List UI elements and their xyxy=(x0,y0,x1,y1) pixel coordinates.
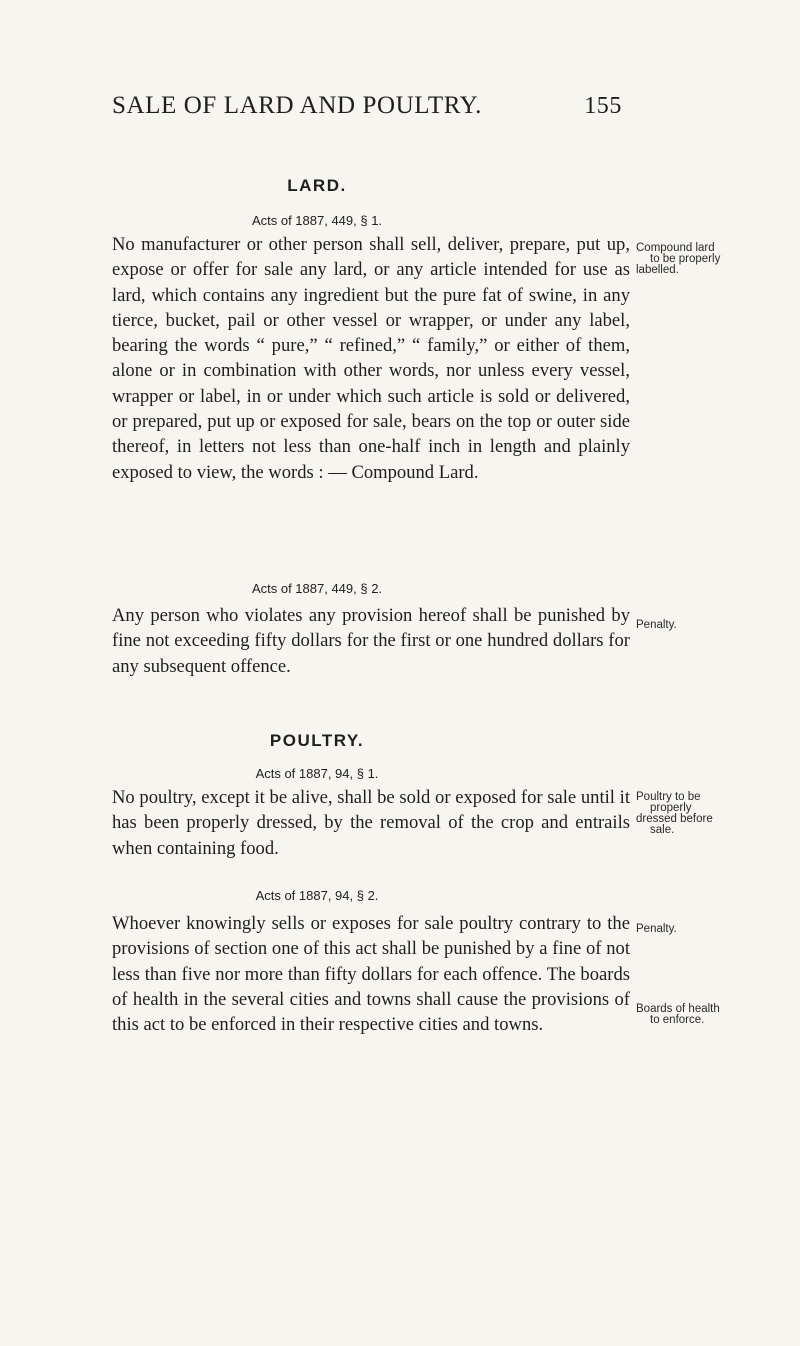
margin-note-boards-of-health xyxy=(636,1004,796,1026)
margin-note-line: sale. xyxy=(650,824,675,836)
margin-note-line: Poultry to be xyxy=(636,791,701,803)
act-citation-poultry-1: Acts of 1887, 94, § 1. xyxy=(255,766,379,781)
act-citation-lard-1: Acts of 1887, 449, § 1. xyxy=(251,213,383,228)
running-head-title: SALE OF LARD AND POULTRY. xyxy=(112,92,482,119)
margin-note-line: Boards of health xyxy=(636,1003,720,1015)
act-citation-lard-2: Acts of 1887, 449, § 2. xyxy=(251,581,383,596)
paragraph-poultry-1: No poultry, except it be alive, shall be sold or exposed for sale until it has been properly dressed, by the removal of the crop and entrails when containing food. xyxy=(112,787,630,859)
section-heading-poultry: POULTRY. xyxy=(269,731,365,750)
margin-note-line: Penalty. xyxy=(636,619,677,631)
section-heading-lard: LARD. xyxy=(287,176,347,195)
margin-note-line: to enforce. xyxy=(650,1014,705,1026)
margin-note-line: to be properly xyxy=(650,253,721,265)
margin-note-line: Penalty. xyxy=(636,923,677,935)
page-number: 155 xyxy=(584,93,622,119)
paragraph-lard-2: Any person who violates any provision hereof shall be punished by fine not exceeding fifty dollars for the first or one hundred dollars for any subsequent offence. xyxy=(112,605,630,677)
margin-note-line: properly xyxy=(650,802,692,814)
margin-note-penalty-poultry xyxy=(636,924,796,935)
margin-note-poultry-dressed xyxy=(636,792,796,836)
margin-note-line: Compound lard xyxy=(636,242,715,254)
margin-note-line: labelled. xyxy=(636,264,679,276)
margin-note-compound-lard xyxy=(636,243,796,276)
paragraph-poultry-2: Whoever knowingly sells or exposes for sale poultry contrary to the provisions of section one of this act shall be punished by a fine of not less than five nor more than fifty dollars for each offence. The boards of health in the several cities and towns shall cause the provisions of this act to be enforced in their respective cities and towns. xyxy=(112,913,630,1036)
margin-note-line: dressed before xyxy=(636,813,713,825)
running-head xyxy=(112,92,622,120)
act-citation-poultry-2: Acts of 1887, 94, § 2. xyxy=(255,888,379,903)
margin-note-penalty-lard xyxy=(636,620,796,631)
paragraph-lard-1: No manufacturer or other person shall sell, deliver, prepare, put up, expose or offer for sale any lard, or any article intended for use as lard, which contains any ingredient but the pure fat of swine, in any tierce, bucket, pail or other vessel or wrapper, or under any label, bearing the words “ pure,” “ refined,” “ family,” or either of them, alone or in combination with other words, nor unless every vessel, wrapper or label, in or under which such article is sold or delivered, or prepared, put up or exposed for sale, bears on the top or outer side thereof, in letters not less than one-half inch in length and plainly exposed to view, the words : — Compound Lard. xyxy=(112,234,630,483)
